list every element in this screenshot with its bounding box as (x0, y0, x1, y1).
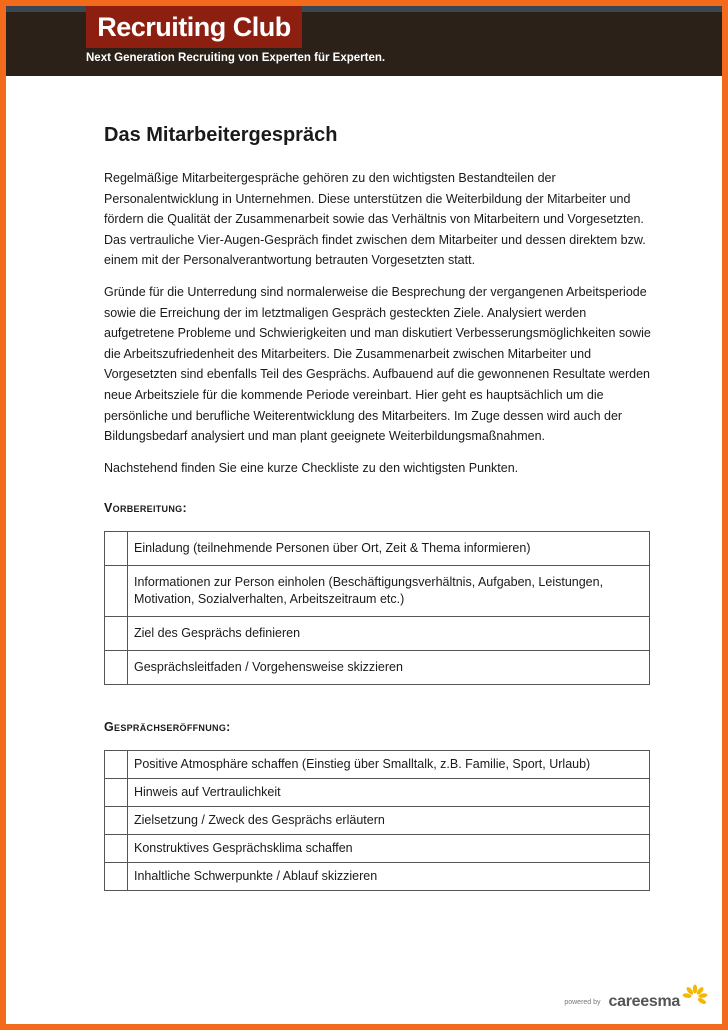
checkbox-cell[interactable] (105, 532, 128, 566)
document-page (6, 6, 722, 1024)
powered-by-label: powered by (564, 998, 601, 1006)
recruiting-club-logo: Recruiting Club (86, 6, 302, 48)
checklist-item-text: Ziel des Gesprächs definieren (128, 617, 650, 651)
header-banner (6, 6, 722, 76)
paragraph-reasons: Gründe für die Unterredung sind normalerweise die Besprechung der vergangenen Arbeitsperiode sowie die Erreichung der im letztmaligen Gespräch gesteckten Ziele. Analysiert werden aufgetretene Probleme und Schwierigkeiten und man diskutiert Verbesserungsmöglichkeiten sowie die Arbeitszufriedenheit des Mitarbeiters. Die Zusammenarbeit zwischen Mitarbeiter und Vorgesetzten sind ebenfalls Teil des Gesprächs. Aufbauend auf die gewonnenen Resultate werden neue Arbeitsziele für die kommende Periode vereinbart. Hier geht es hauptsächlich um die persönliche und berufliche Weiterentwicklung des Mitarbeiters. Im Zuge dessen wird auch der Bildungsbedarf analysiert und man plant geeignete Weiterbildungsmaßnahmen. (104, 284, 651, 444)
footer-branding (564, 986, 708, 1018)
careesma-logo-text: careesma (608, 993, 680, 1010)
checklist-row (105, 807, 650, 835)
checklist-item-text: Zielsetzung / Zweck des Gesprächs erläutern (128, 807, 650, 835)
checkbox-cell[interactable] (105, 835, 128, 863)
checklist-row (105, 532, 650, 566)
checklist-item-text: Informationen zur Person einholen (Beschäftigungsverhältnis, Aufgaben, Leistungen, Motivation, Sozialverhalten, Arbeitszeitraum etc.) (128, 566, 650, 617)
checklist-row (105, 617, 650, 651)
checklist-row (105, 566, 650, 617)
checklist-item-text: Inhaltliche Schwerpunkte / Ablauf skizzieren (128, 863, 650, 891)
checkbox-cell[interactable] (105, 863, 128, 891)
checkbox-cell[interactable] (105, 779, 128, 807)
checklist-item-text: Konstruktives Gesprächsklima schaffen (128, 835, 650, 863)
checklist-preparation (104, 531, 650, 685)
checklist-item-text: Hinweis auf Vertraulichkeit (128, 779, 650, 807)
checkbox-cell[interactable] (105, 617, 128, 651)
checklist-item-text: Gesprächsleitfaden / Vorgehensweise skizzieren (128, 651, 650, 685)
paragraph-checklist-intro: Nachstehend finden Sie eine kurze Checkliste zu den wichtigsten Punkten. (104, 460, 519, 475)
checklist-item-text: Einladung (teilnehmende Personen über Ort, Zeit & Thema informieren) (128, 532, 650, 566)
checkbox-cell[interactable] (105, 566, 128, 617)
checkbox-cell[interactable] (105, 751, 128, 779)
sun-icon (682, 984, 708, 1010)
document-title: Das Mitarbeitergespräch (104, 124, 338, 146)
header-tagline: Next Generation Recruiting von Experten für Experten. (86, 52, 386, 64)
document-body (104, 122, 652, 891)
paragraph-intro: Regelmäßige Mitarbeitergespräche gehören zu den wichtigsten Bestandteilen der Personalentwicklung in Unternehmen. Diese unterstützen die Weiterbildung der Mitarbeiter und fördern die Qualität der Zusammenarbeit sowie das Verhältnis von Mitarbeitern und Vorgesetzten. Das vertrauliche Vier-Augen-Gespräch findet zwischen dem Mitarbeiter und dessen direktem bzw. einem mit der Personalverantwortung betrauten Vorgesetzten statt. (104, 171, 646, 268)
section-title-opening: Gesprächseröffnung: (104, 720, 231, 735)
checklist-row (105, 863, 650, 891)
checkbox-cell[interactable] (105, 807, 128, 835)
section-title-preparation: Vorbereitung: (104, 501, 187, 516)
checklist-row (105, 751, 650, 779)
checklist-opening (104, 750, 650, 891)
checkbox-cell[interactable] (105, 651, 128, 685)
checklist-row (105, 651, 650, 685)
checklist-row (105, 835, 650, 863)
checklist-item-text: Positive Atmosphäre schaffen (Einstieg über Smalltalk, z.B. Familie, Sport, Urlaub) (128, 751, 650, 779)
checklist-row (105, 779, 650, 807)
